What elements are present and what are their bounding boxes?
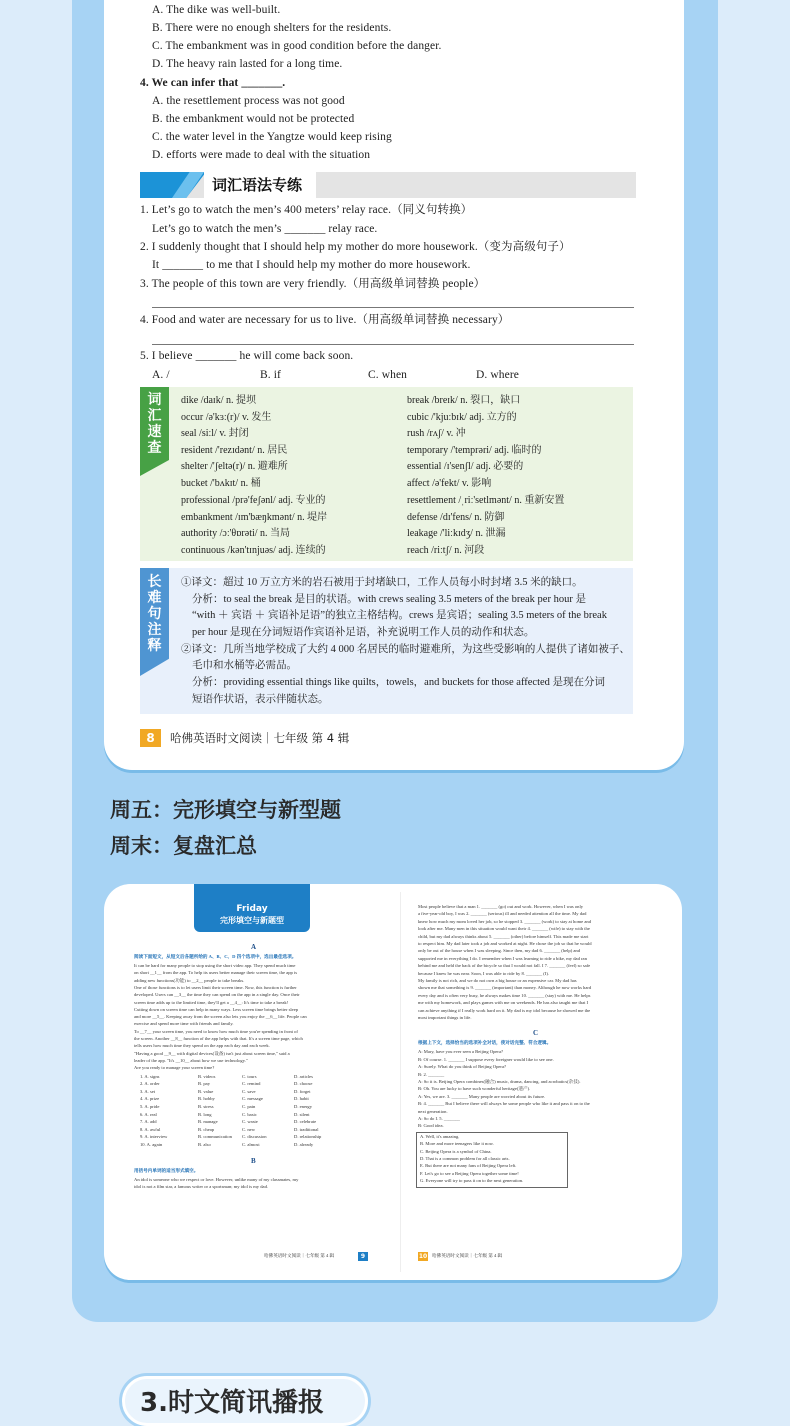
spread-left-paragraph-line: screen time adds up to the limited time, they'll get a __4__: It's time to take a break!: [134, 999, 289, 1005]
spread-left-option: 2. A. order: [140, 1081, 160, 1087]
exercise-5-option-a: A. /: [152, 369, 170, 381]
spread-left-option: C. almost: [242, 1141, 260, 1147]
q4-option-b: B. the embankment would not be protected: [152, 113, 355, 125]
vocab-tab-char: 查: [147, 440, 162, 456]
spread-left-option: B. pay: [198, 1081, 210, 1087]
spread-left-paragraph-line: "Having a good __9__ with digital devices(设备) isn't just about screen time," said a: [134, 1050, 290, 1056]
spread-left-option: D. celebrate: [294, 1119, 317, 1125]
spread-left-option: 5. A. pride: [140, 1103, 160, 1109]
q3-option-c: C. The embankment was in good condition before the danger.: [152, 40, 442, 52]
spread-right-dialog-line: A: Yes, we are. 3. _______ Many people are worried about its future.: [418, 1093, 546, 1099]
spread-right-paragraph-line: My family is not rich, and we do not own a big house or an expensive car. My dad has: [418, 978, 577, 983]
q4-stem: 4. We can infer that _______.: [140, 77, 286, 89]
spread-left-option: B. stress: [198, 1103, 214, 1109]
spread-right-paragraph-line: can achieve anything if I really work hard on it. My dad is my idol because he showed me the: [418, 1007, 591, 1013]
spread-header: [194, 884, 310, 932]
long-sentence-line: 短语作状语，表示伴随状态。: [192, 694, 329, 705]
spread-left-option: C. save: [242, 1088, 256, 1094]
spread-section-c-label: C: [533, 1029, 539, 1038]
spread-left-option: D. silent: [294, 1111, 310, 1117]
long-sentence-line: 分析：to seal the break 是目的状语。with crews sealing 3.5 meters of the break per hour 是: [192, 594, 586, 605]
page-number-badge: 8: [140, 729, 161, 747]
spread-left-option: 3. A. set: [140, 1088, 156, 1094]
spread-left-option: C. remind: [242, 1081, 261, 1087]
spread-right-paragraph-line: only be out of the house when I was sleeping. Since then, my dad 6. _______ (help) and: [418, 948, 581, 954]
spread-left-option: C. discussion: [242, 1134, 267, 1140]
spread-right-choice: F. Let's go to see a Beijing Opera together some time!: [420, 1170, 519, 1176]
spread-left-paragraph-line: It can be hard for many people to stop using the short video app. They spend much time: [134, 963, 296, 968]
spread-right-dialog-line: B: Of course. 1. _______ I suppose every foreigner would like to see one.: [418, 1056, 554, 1062]
spread-left-paragraph-line: adding new functions(功能) to __2__ people to take breaks.: [134, 977, 245, 983]
spread-left-option: C. message: [242, 1096, 263, 1102]
spread-left-paragraph-line: on short __1__ from the app. To help its users better manage their screen time, the app is: [134, 970, 298, 976]
long-tab-char: 长: [147, 574, 162, 590]
spread-left-option: D. traditional: [294, 1126, 319, 1132]
spread-right-paragraph-line: most important things in life.: [418, 1015, 472, 1020]
spread-right-paragraph-line: look after me. Many men in this situation would want their 4. _______ (wife) to stay with the: [418, 926, 590, 932]
spread-right-dialog-line: A: Surely. What do you think of Beijing Opera?: [418, 1064, 507, 1070]
spread-left-option: 9. A. interview: [140, 1134, 168, 1140]
spread-right-dialog-line: next generation.: [418, 1108, 448, 1114]
vocab-entry: cubic /'kjuːbɪk/ adj. 立方的: [407, 412, 517, 423]
vocab-entry: resident /'rezɪdənt/ n. 居民: [181, 445, 288, 456]
spread-right-footer: 哈佛英语时文阅读｜七年级 第 4 辑: [432, 1253, 503, 1258]
vocab-entry: occur /ə'kɜː(r)/ v. 发生: [181, 412, 272, 423]
vocab-entry: affect /ə'fekt/ v. 影响: [407, 478, 492, 489]
spread-left-footer: 哈佛英语时文阅读｜七年级 第 4 辑: [264, 1253, 335, 1258]
spread-right-choice: C. Beijing Opera is a symbol of China.: [420, 1148, 492, 1154]
vocab-entry: embankment /ɪm'bæŋkmənt/ n. 堤岸: [181, 512, 328, 523]
spread-right-paragraph-line: to respect him. My dad later took a job and worked at night. He chose the job so that he would: [418, 941, 592, 946]
spread-preview: [104, 884, 682, 1280]
spread-left-option: B. long: [198, 1111, 212, 1117]
exercise-2: 2. I suddenly thought that I should help my mother do more housework.（变为高级句子）: [140, 241, 571, 253]
spread-left-paragraph-line: and more __5__. Keeping away from the screen also lets you enjoy the __6__ life. People can: [134, 1014, 307, 1020]
spread-section-b-label: B: [251, 1156, 256, 1165]
friday-label: 周五：完形填空与新型题: [110, 798, 341, 822]
spread-right-paragraph-line: shown me that something is 9. _______ (important) than money. Although he now works hard: [418, 985, 592, 991]
spread-left-option: C. new: [242, 1126, 256, 1132]
spread-right-paragraph-line: knew how much my mom loved her job, so he stopped 3. _______ (work) to stay at home and: [418, 918, 592, 924]
vocab-entry: essential /ɪ'senʃl/ adj. 必要的: [407, 461, 524, 472]
vocab-entry: bucket /'bʌkɪt/ n. 桶: [181, 478, 261, 489]
q4-option-c: C. the water level in the Yangtze would keep rising: [152, 131, 392, 143]
spread-right-page-badge: 10: [418, 1253, 428, 1260]
spread-left-paragraph-line: Cutting down on screen time can help in many ways. Less screen time brings better sleep: [134, 1006, 299, 1012]
long-sentence-line: ②译文：几所当地学校成了大约 4 000 名居民的临时避难所，为这些受影响的人提供了诸如被子、: [181, 644, 630, 655]
vocab-entry: shelter /'ʃeltə(r)/ n. 避难所: [181, 461, 288, 472]
spread-left-option: 8. A. awful: [140, 1126, 161, 1132]
vocab-entry: reach /riːtʃ/ n. 河段: [407, 545, 485, 556]
section-title: 词汇语法专练: [204, 172, 316, 198]
spread-left-option: D. energy: [294, 1103, 313, 1109]
exercise-3: 3. The people of this town are very friendly.（用高级单词替换 people）: [140, 278, 486, 290]
spread-left-paragraph-line: One of those functions is to let users limit their screen time. Now, this function is further: [134, 984, 297, 990]
spread-right-paragraph-line: child, but my dad always thinks about 5. _______ (other) before himself. This made me start: [418, 933, 589, 939]
spread-right-c-instructions: 根据上下文，选择恰当的选项补全对话，使对话完整、符合逻辑。: [418, 1040, 552, 1046]
spread-left-option: D. already: [294, 1141, 314, 1147]
exercise-5: 5. I believe _______ he will come back soon.: [140, 350, 354, 362]
spread-left-paragraph-line: the screen. Another __8__ function of the app helps with that. It's a screen time page, which: [134, 1036, 303, 1041]
answer-line-3[interactable]: [152, 307, 634, 308]
spread-left-option: C. basic: [242, 1111, 257, 1117]
exercise-1-blank-line: Let’s go to watch the men’s _______ relay race.: [152, 223, 378, 235]
spread-right-paragraph-line: because I knew he was near. Soon, I was able to ride by 8. _______ (I).: [418, 970, 550, 976]
spread-left-paragraph-line: developed. Users can __3__ the time they can spend on the app in a single day. Once their: [134, 992, 300, 998]
q3-option-b: B. There were no enough shelters for the residents.: [152, 22, 392, 34]
exercise-5-option-d: D. where: [476, 369, 519, 381]
exercise-4: 4. Food and water are necessary for us to live.（用高级单词替换 necessary）: [140, 314, 510, 326]
weekend-label: 周末：复盘汇总: [110, 834, 257, 858]
exercise-1: 1. Let’s go to watch the men’s 400 meters’ relay race.（同义句转换）: [140, 204, 473, 216]
spread-right-paragraph-line: Most people believe that a man 1. _______ (go) out and work. However, when I was only: [418, 904, 584, 909]
spread-left-b-line: idol is not a film star, a famous writer or a sportsman; my idol is my dad.: [134, 1183, 269, 1189]
q4-option-a: A. the resettlement process was not good: [152, 95, 345, 107]
spread-right-dialog-line: B: 2. _______: [418, 1071, 445, 1077]
spread-section-a-label: A: [251, 943, 257, 951]
vocab-tab-char: 速: [147, 424, 162, 440]
spread-left-option: D. relationship: [294, 1134, 322, 1140]
spread-left-b-line: An idol is someone who we respect or love. However, unlike many of my classmates, my: [134, 1176, 299, 1182]
vocab-tab-char: 汇: [147, 408, 162, 424]
long-sentence-line: ①译文：超过 10 万立方米的岩石被用于封堵缺口，工作人员每小时封堵 3.5 米的缺口。: [181, 577, 583, 588]
vocab-entry: professional /prə'feʃənl/ adj. 专业的: [181, 495, 326, 506]
spread-right-dialog-line: B: Oh. You are lucky to have such wonderful heritage(遗产).: [418, 1086, 531, 1092]
exercise-2-blank-line: It _______ to me that I should help my mother do more housework.: [152, 259, 471, 271]
spread-left-option: B. also: [198, 1141, 211, 1147]
vocab-entry: resettlement /ˌriː'setlmənt/ n. 重新安置: [407, 495, 565, 506]
spread-right-dialog-line: B: 4. _______ But I believe there will always be some people who like it and pass it on to the: [418, 1101, 590, 1107]
spread-left-paragraph-line: tells users how much time they spend on the app each day and each week.: [134, 1043, 270, 1049]
next-section-title: 3.时文简讯播报: [140, 1388, 324, 1418]
q3-option-a: A. The dike was well-built.: [152, 4, 281, 16]
spread-right-dialog-line: A: Mary, have you ever seen a Beijing Opera?: [418, 1049, 504, 1055]
spread-left-paragraph-line: exercise and spend more time with friends and family.: [134, 1021, 234, 1027]
spread-left-option: B. videos: [198, 1073, 216, 1079]
long-tab-char: 句: [147, 606, 162, 622]
spread-left-option: 7. A. add: [140, 1119, 157, 1125]
spread-left-option: 1. A. signs: [140, 1073, 160, 1079]
vocab-entry: rush /rʌʃ/ v. 冲: [407, 428, 466, 439]
vocab-entry: defense /dɪ'fens/ n. 防御: [407, 512, 505, 523]
spread-right-dialog-line: A: So it is. Beijing Opera combines(融合) music, drama, dancing, and acrobatics(杂技).: [418, 1079, 581, 1084]
spread-left-option: C. waste: [242, 1119, 258, 1125]
spread-left-option: D. habit: [294, 1096, 309, 1102]
spread-left-paragraph-line: leader of the app. "It's __10__ about how we use technology.": [134, 1057, 248, 1063]
long-tab-char: 注: [147, 622, 162, 638]
spread-left-option: D. articles: [294, 1073, 313, 1079]
q4-option-d: D. efforts were made to deal with the situation: [152, 149, 371, 161]
long-sentence-line: 毛巾和水桶等必需品。: [192, 660, 297, 671]
spread-left-option: 10. A. again: [140, 1141, 163, 1147]
vocab-tab-char: 词: [147, 392, 162, 408]
spread-left-option: B. hobby: [198, 1096, 215, 1102]
spread-left-option: 6. A. real: [140, 1111, 157, 1117]
spread-left-page-badge: 9: [358, 1252, 368, 1261]
page-footer-text: 哈佛英语时文阅读｜七年级 第 4 辑: [170, 731, 350, 745]
spread-header-en: Friday: [236, 904, 268, 914]
long-tab-char: 难: [147, 590, 162, 606]
spread-right-paragraph-line: behind me and held the back of the bicycle so that I would not fall. I 7. _______ (feel) so safe: [418, 963, 591, 969]
spread-left-option: D. choose: [294, 1081, 313, 1087]
answer-line-4[interactable]: [152, 344, 634, 345]
vocab-entry: dike /daɪk/ n. 提坝: [181, 395, 256, 406]
spread-left-option: C. tours: [242, 1073, 257, 1079]
spread-right-choice: B. More and more teenagers like it now.: [420, 1141, 494, 1147]
spread-left-option: 4. A. prize: [140, 1096, 160, 1102]
vocab-entry: seal /siːl/ v. 封闭: [181, 428, 249, 439]
spread-right-paragraph-line: me with my homework, and plays games with me on weekends. He has also taught me that I: [418, 1000, 589, 1006]
vocab-entry: continuous /kən'tɪnjuəs/ adj. 连续的: [181, 545, 326, 556]
spread-right-choice: E. But there are not many fans of Beijing Opera left.: [420, 1163, 517, 1169]
spread-left-option: C. pain: [242, 1103, 256, 1109]
spread-left-option: B. cheap: [198, 1126, 215, 1132]
long-sentence-line: 分析：providing essential things like quilts，towels，and buckets for those affected 是现在分词: [192, 677, 606, 688]
spread-left-option: B. communication: [198, 1134, 232, 1140]
spread-gutter: [400, 892, 401, 1272]
spread-right-paragraph-line: a five-year-old boy, I was 2. _______ (serious) ill and needed attention all the time. My dad: [418, 911, 587, 917]
q3-option-d: D. The heavy rain lasted for a long time.: [152, 58, 343, 70]
exercise-5-option-b: B. if: [260, 369, 281, 381]
spread-right-dialog-line: A: So do I. 5. _______: [418, 1116, 460, 1121]
spread-right-choice: A. Well, it's amazing.: [420, 1133, 460, 1139]
long-sentence-line: “with ＋ 宾语 ＋ 宾语补足语”的独立主格结构。crews 是宾语；sealing 3.5 meters of the break: [192, 610, 607, 621]
spread-right-paragraph-line: supported me in everything I do. I remember when I was learning to ride a bike, my dad ran: [418, 955, 587, 961]
long-tab-char: 释: [147, 638, 162, 654]
spread-right-choice: D. That is a common problem for all classic arts.: [420, 1156, 510, 1161]
spread-left-option: D. forget: [294, 1088, 311, 1094]
spread-header-cn: 完形填空与新题型: [220, 916, 284, 925]
vocab-entry: authority /ɔː'θɒrəti/ n. 当局: [181, 528, 291, 539]
spread-right-paragraph-line: every day and is often very busy, he always makes time 10. _______ (stay) with me. He helps: [418, 992, 591, 998]
vocab-entry: leakage /'liːkɪdʒ/ n. 泄漏: [407, 528, 506, 539]
exercise-5-option-c: C. when: [368, 369, 408, 381]
spread-left-b-instructions: 用括号内单词的适当形式填空。: [134, 1167, 199, 1173]
spread-left-option: B. manage: [198, 1119, 218, 1125]
spread-left-option: B. value: [198, 1088, 214, 1094]
spread-left-instructions: 阅读下面短文，从短文后各题所给的 A、B、C、D 四个选项中，选出最佳选项。: [134, 954, 297, 959]
vocab-entry: break /breɪk/ n. 裂口，缺口: [407, 395, 521, 406]
long-sentence-line: per hour 是现在分词短语作宾语补足语，补充说明工作人员的动作和状态。: [192, 627, 535, 638]
spread-left-paragraph-line: Are you ready to manage your screen time?: [134, 1065, 215, 1071]
vocab-entry: temporary /'temprəri/ adj. 临时的: [407, 445, 542, 456]
spread-right-choice: G. Everyone will try to pass it on to the next generation.: [420, 1178, 524, 1184]
spread-left-paragraph-line: To __7__ your screen time, you need to know how much time you're spending in front of: [134, 1028, 298, 1034]
spread-right-dialog-line: B: Good idea.: [418, 1123, 444, 1129]
